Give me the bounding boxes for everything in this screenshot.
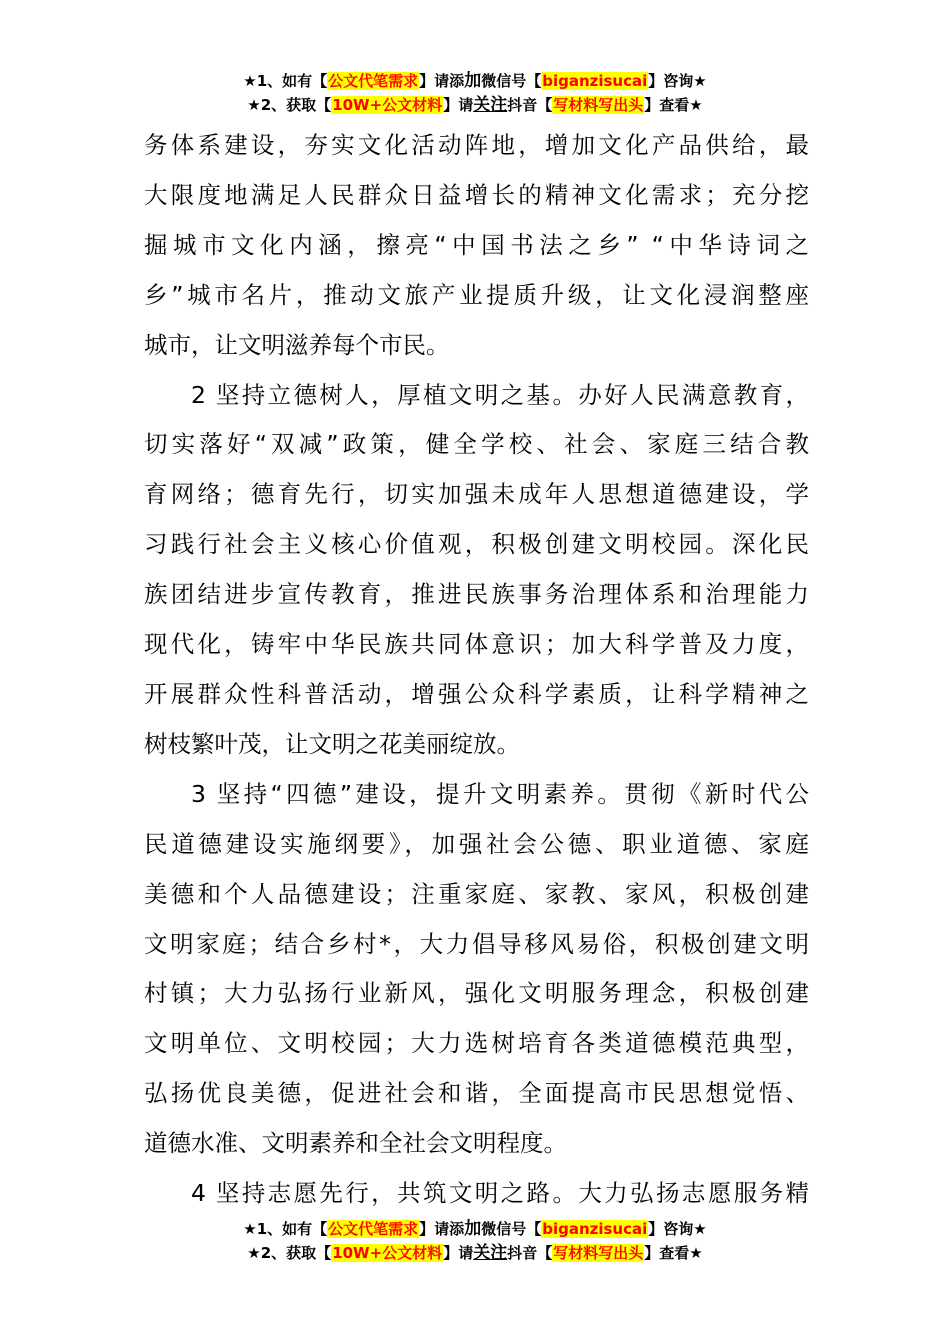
highlight-douyin-id: 写材料写出头: [553, 96, 644, 114]
banner-strong: 关注: [473, 1243, 508, 1263]
banner-line-1: [0, 1218, 950, 1242]
document-body: [144, 121, 809, 1219]
text-line: 村镇；大力弘扬行业新风，强化文明服务理念，积极创建: [144, 979, 809, 1008]
banner-text: 微信号【: [481, 1220, 542, 1238]
text-line: 掘城市文化内涵，擦亮“中国书法之乡” “中华诗词之: [144, 230, 809, 259]
banner-text: ★1、如有【: [243, 72, 328, 90]
banner-text: 】咨询★: [648, 1220, 707, 1238]
highlight-wechat-id: biganzisucai: [542, 72, 648, 90]
highlight-service: 公文代笔需求: [328, 72, 419, 90]
highlight-wechat-id: biganzisucai: [542, 1220, 648, 1238]
banner-line-2: [0, 1242, 950, 1266]
text-line: 族团结进步宣传教育，推进民族事务治理体系和治理能力: [144, 580, 809, 609]
text-line: 开展群众性科普活动，增强公众科学素质，让科学精神之: [144, 679, 809, 708]
paragraph-3: [144, 770, 809, 1169]
banner-line-2: [0, 94, 950, 118]
banner-text: 】请添: [419, 1220, 465, 1238]
banner-text: ★2、获取【: [247, 96, 332, 114]
text-line: 文明单位、文明校园；大力选树培育各类道德模范典型，: [144, 1029, 809, 1058]
text-line: 3 坚持“四德”建设，提升文明素养。贯彻《新时代公: [191, 779, 809, 808]
banner-strong: 加: [464, 71, 482, 91]
banner-text: 】请添: [419, 72, 465, 90]
banner-line-1: [0, 70, 950, 94]
banner-text: 】咨询★: [648, 72, 707, 90]
highlight-materials: 10W+公文材料: [332, 96, 443, 114]
text-line: 4 坚持志愿先行，共筑文明之路。大力弘扬志愿服务精: [191, 1179, 809, 1208]
banner-strong: 加: [464, 1219, 482, 1239]
footer-banner: [0, 1218, 950, 1266]
text-line: 大限度地满足人民群众日益增长的精神文化需求；充分挖: [144, 180, 809, 209]
highlight-service: 公文代笔需求: [328, 1220, 419, 1238]
banner-text: 抖音【: [507, 96, 553, 114]
text-line: 现代化，铸牢中华民族共同体意识；加大科学普及力度，: [144, 630, 809, 659]
text-line: 道德水准、文明素养和全社会文明程度。: [144, 1129, 567, 1158]
text-line: 文明家庭；结合乡村*，大力倡导移风易俗，积极创建文明: [144, 929, 809, 958]
banner-strong: 关注: [473, 95, 508, 115]
text-line: 务体系建设，夯实文化活动阵地，增加文化产品供给，最: [144, 131, 809, 159]
paragraph-1: [144, 121, 809, 371]
banner-text: ★1、如有【: [243, 1220, 328, 1238]
banner-text: 抖音【: [507, 1244, 553, 1262]
text-line: 乡”城市名片，推动文旅产业提质升级，让文化浸润整座: [144, 280, 809, 309]
banner-text: 】查看★: [644, 1244, 703, 1262]
text-line: 弘扬优良美德，促进社会和谐，全面提高市民思想觉悟、: [144, 1079, 809, 1108]
text-line: 美德和个人品德建设；注重家庭、家教、家风，积极创建: [144, 879, 809, 908]
text-line: 树枝繁叶茂，让文明之花美丽绽放。: [144, 729, 520, 758]
banner-text: ★2、获取【: [247, 1244, 332, 1262]
header-banner: [0, 70, 950, 118]
highlight-materials: 10W+公文材料: [332, 1244, 443, 1262]
text-line: 切实落好“双减”政策，健全学校、社会、家庭三结合教: [144, 430, 809, 459]
text-line: 2 坚持立德树人，厚植文明之基。办好人民满意教育，: [191, 380, 809, 409]
paragraph-4: [144, 1169, 809, 1219]
text-line: 习践行社会主义核心价值观，积极创建文明校园。深化民: [144, 530, 809, 559]
banner-text: 微信号【: [481, 72, 542, 90]
banner-text: 】请: [443, 1244, 474, 1262]
text-line: 城市，让文明滋养每个市民。: [144, 330, 450, 359]
banner-text: 】请: [443, 96, 474, 114]
highlight-douyin-id: 写材料写出头: [553, 1244, 644, 1262]
text-line: 民道德建设实施纲要》，加强社会公德、职业道德、家庭: [144, 829, 809, 858]
paragraph-2: [144, 371, 809, 770]
banner-text: 】查看★: [644, 96, 703, 114]
text-line: 育网络；德育先行，切实加强未成年人思想道德建设，学: [144, 480, 809, 509]
